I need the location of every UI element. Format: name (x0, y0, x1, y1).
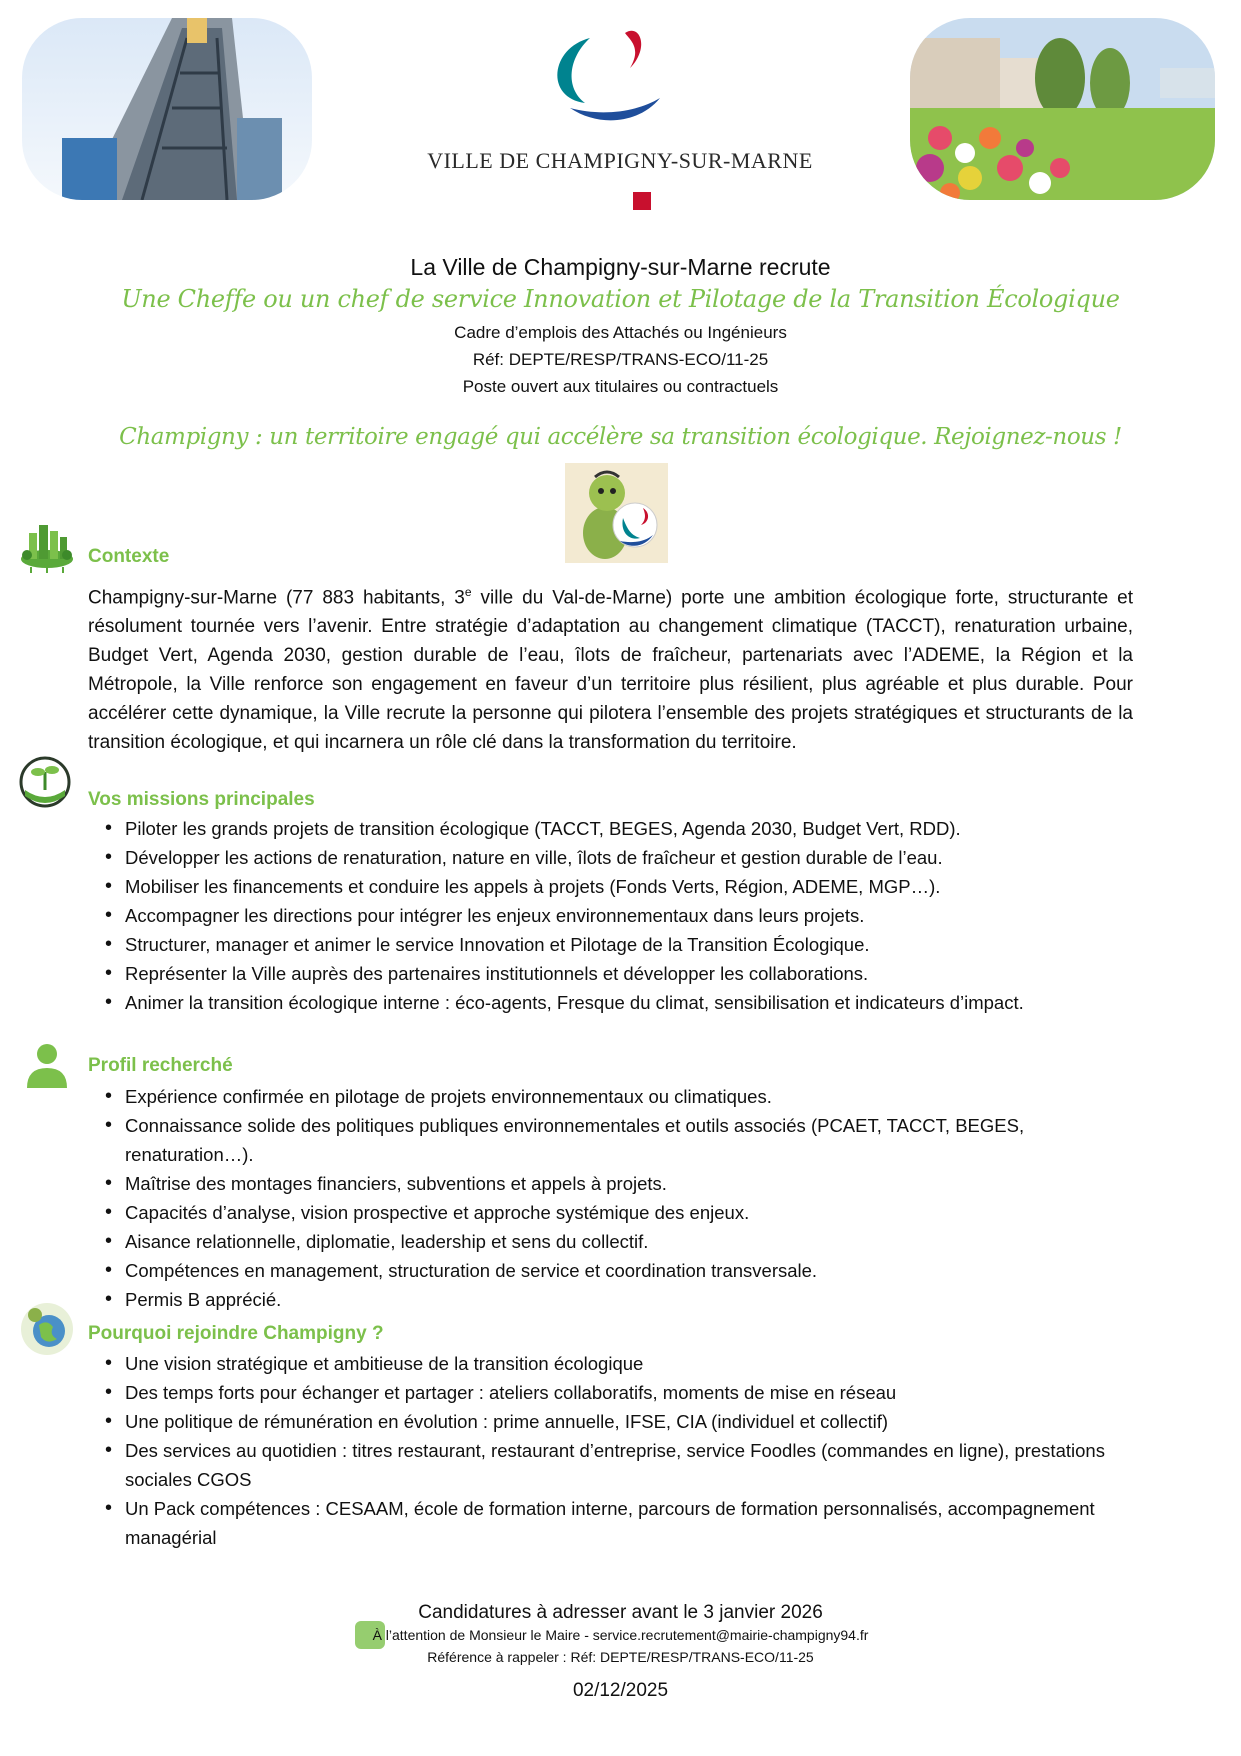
list-item: • Développer les actions de renaturation, nature en ville, îlots de fraîcheur et gestion durable de l’eau. (105, 843, 1145, 872)
header-photo-industrial-tower (22, 18, 312, 200)
list-item: • Aisance relationnelle, diplomatie, leadership et sens du collectif. (105, 1227, 1145, 1256)
application-deadline: Candidatures à adresser avant le 3 janvier 2026 (418, 1602, 823, 1623)
profile-list (105, 1082, 1145, 1314)
context-paragraph (88, 578, 1133, 757)
org-name: VILLE DE CHAMPIGNY-SUR-MARNE (427, 148, 813, 173)
list-item: • Structurer, manager et animer le service Innovation et Pilotage de la Transition Écologique. (105, 930, 1145, 959)
eco-city-icon (17, 515, 77, 575)
section-title-context: Contexte (88, 546, 170, 567)
list-item: • Maîtrise des montages financiers, subventions et appels à projets. (105, 1169, 1145, 1198)
why-list (105, 1349, 1145, 1552)
section-title-missions: Vos missions principales (88, 789, 315, 810)
section-title-profile: Profil recherché (88, 1055, 233, 1076)
list-item: • Une politique de rémunération en évolution : prime annuelle, IFSE, CIA (individuel et collectif) (105, 1407, 1145, 1436)
list-item: • Expérience confirmée en pilotage de projets environnementaux ou climatiques. (105, 1082, 1145, 1111)
list-item: • Compétences en management, structuration de service et coordination transversale. (105, 1256, 1145, 1285)
mascot-illustration (565, 463, 668, 563)
sprout-globe-icon (17, 752, 77, 812)
job-title: Une Cheffe ou un chef de service Innovation et Pilotage de la Transition Écologique (121, 285, 1120, 313)
header-photo-flower-park (910, 18, 1215, 200)
list-item: • Des temps forts pour échanger et partager : ateliers collaboratifs, moments de mise en réseau (105, 1378, 1145, 1407)
section-title-why: Pourquoi rejoindre Champigny ? (88, 1323, 384, 1344)
tagline: Champigny : un territoire engagé qui accélère sa transition écologique. Rejoignez-nous ! (119, 424, 1122, 450)
list-item: • Permis B apprécié. (105, 1285, 1145, 1314)
context-text-start: Champigny-sur-Marne (77 883 habitants, 3 (88, 587, 465, 609)
city-logo (530, 28, 710, 128)
application-reference: Référence à rappeler : Réf: DEPTE/RESP/TRANS-ECO/11-25 (427, 1649, 814, 1665)
employment-grade: Cadre d’emplois des Attachés ou Ingénieurs (454, 323, 787, 342)
globe-hug-icon (17, 1301, 77, 1361)
context-text-rest: ville du Val-de-Marne) porte une ambition écologique forte, structurante et résolument tournée vers l’avenir. Entre stratégie d’adaptation au changement climatique (TACCT), renaturation urbaine, Budget Vert, Agenda 2030, gestion durable de l’eau, îlots de fraîcheur, partenariats avec l’ADEME, la Région et la Métropole, la Ville renforce son engagement en faveur d’un territoire plus résilient, plus agréable et plus durable. Pour accélérer cette dynamique, la Ville recrute la personne qui pilotera l’ensemble des projets stratégiques et structurants de la transition écologique, et qui incarnera un rôle clé dans la transformation du territoire. (88, 587, 1133, 754)
headline: La Ville de Champigny-sur-Marne recrute (410, 254, 831, 280)
list-item: • Mobiliser les financements et conduire les appels à projets (Fonds Verts, Région, ADEME, MGP…). (105, 872, 1145, 901)
list-item: • Accompagner les directions pour intégrer les enjeux environnementaux dans leurs projets. (105, 901, 1145, 930)
list-item: • Piloter les grands projets de transition écologique (TACCT, BEGES, Agenda 2030, Budget Vert, RDD). (105, 814, 1145, 843)
ordinal-suffix: e (464, 585, 472, 599)
application-contact: À l’attention de Monsieur le Maire - service.recrutement@mairie-champigny94.fr (372, 1627, 869, 1643)
list-item: • Capacités d’analyse, vision prospective et approche systémique des enjeux. (105, 1198, 1145, 1227)
logo-red-square (633, 192, 651, 210)
missions-list (105, 814, 1145, 1017)
publication-date: 02/12/2025 (572, 1680, 669, 1701)
eligibility-line: Poste ouvert aux titulaires ou contractuels (462, 377, 779, 396)
list-item: • Connaissance solide des politiques publiques environnementales et outils associés (PCAET, TACCT, BEGES, renaturation…). (105, 1111, 1145, 1169)
list-item: • Animer la transition écologique interne : éco-agents, Fresque du climat, sensibilisation et indicateurs d’impact. (105, 988, 1145, 1017)
person-icon (17, 1038, 77, 1098)
list-item: • Des services au quotidien : titres restaurant, restaurant d’entreprise, service Foodles (commandes en ligne), prestations sociales CGOS (105, 1436, 1145, 1494)
list-item: • Une vision stratégique et ambitieuse de la transition écologique (105, 1349, 1145, 1378)
list-item: • Un Pack compétences : CESAAM, école de formation interne, parcours de formation personnalisés, accompagnement managérial (105, 1494, 1145, 1552)
reference-line: Réf: DEPTE/RESP/TRANS-ECO/11-25 (472, 350, 769, 369)
list-item: • Représenter la Ville auprès des partenaires institutionnels et développer les collaborations. (105, 959, 1145, 988)
